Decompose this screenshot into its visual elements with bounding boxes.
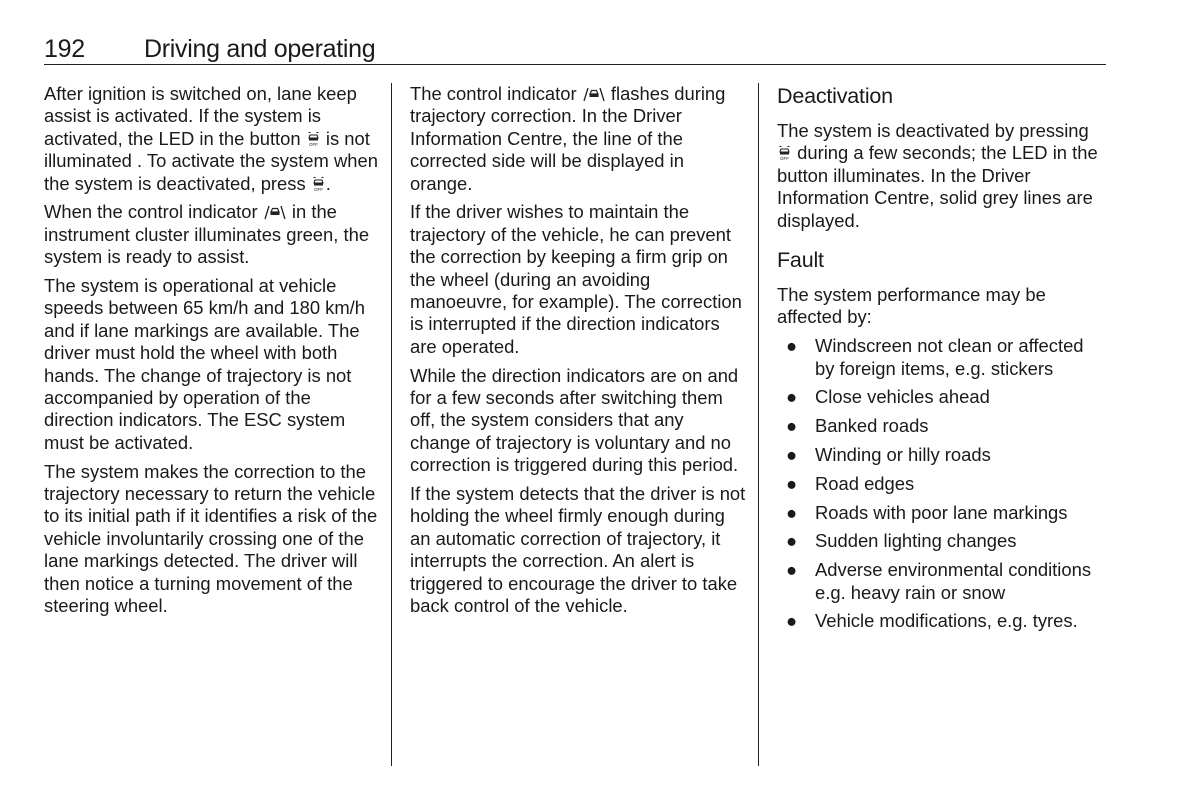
bullet-icon: ● (786, 472, 798, 494)
svg-text:OFF: OFF (308, 141, 318, 147)
page-number: 192 (44, 35, 85, 63)
col2-paragraph-2: If the driver wishes to maintain the trajectory of the vehicle, he can prevent the correction by keeping a firm grip on the wheel (during an avoiding manoeuvre, for example). The correction is interrupted if the direction indicators are operated. (410, 201, 742, 357)
deactivation-heading: Deactivation (777, 84, 893, 108)
bullet-icon: ● (786, 444, 798, 466)
bullet-icon: ● (786, 610, 798, 632)
list-item: ● Road edges (786, 472, 915, 494)
list-item: ● Windscreen not clean or affected by foreign items, e.g. stickers (786, 335, 1084, 379)
bullet-icon: ● (786, 386, 798, 408)
col1-paragraph-3: The system is operational at vehicle speeds between 65 km/h and 180 km/h and if lane markings are available. The driver must hold the wheel with both hands. The change of trajectory is not accompanied by operation of the direction indicators. The ESC system must be activated. (44, 275, 366, 453)
column-3 (777, 83, 1107, 639)
col1-p2-text-b: in the instrument cluster illuminates green, the system is ready to assist. (44, 201, 370, 268)
fault-heading: Fault (777, 248, 824, 273)
bullet-icon: ● (786, 415, 798, 437)
list-item: ● Adverse environmental conditions e.g. heavy rain or snow (786, 559, 1092, 603)
column-divider-1 (391, 83, 392, 766)
col1-p2-text-a: When the control indicator (44, 201, 258, 223)
lane-keep-off-button-icon (312, 176, 325, 192)
col2-p1-text-b: flashes during trajectory correction. In the Driver Information Centre, the line of the corrected side will be displayed in orange. (410, 83, 726, 194)
list-item: ● Banked roads (786, 415, 929, 437)
col1-p1-text-c: . (325, 172, 331, 194)
col1-p1-text-b: is not illuminated . To activate the system when the system is deactivated, press (44, 127, 378, 194)
col2-paragraph-3: While the direction indicators are on and for a few seconds after switching them off, the system considers that any change of trajectory is voluntary and no correction is triggered during this period. (410, 364, 739, 476)
list-item: ● Winding or hilly roads (786, 444, 991, 466)
section-title: Driving and operating (144, 35, 376, 63)
col1-p1-text-a: After ignition is switched on, lane keep assist is activated. If the system is activated, the LED in the button (44, 83, 357, 149)
lane-keep-indicator-icon (583, 86, 605, 102)
list-item: ● Vehicle modifications, e.g. tyres. (786, 610, 1078, 632)
col1-paragraph-1 (44, 83, 380, 195)
col2-p1-text-a: The control indicator (410, 83, 577, 104)
column-1 (44, 83, 380, 624)
svg-text:OFF: OFF (313, 186, 323, 192)
list-item: ● Roads with poor lane markings (786, 501, 1068, 523)
col1-paragraph-4: The system makes the correction to the trajectory necessary to return the vehicle to its initial path if it identifies a risk of the vehicle involuntarily crossing one of the lane markings detected. The driver will then notice a turning movement of the steering wheel. (44, 460, 378, 617)
bullet-icon: ● (786, 501, 798, 523)
col2-paragraph-1 (410, 83, 746, 195)
deactivation-text-b: during a few seconds; the LED in the button illuminates. In the Driver Information Centre, solid grey lines are displayed. (777, 142, 1098, 231)
deactivation-text-a: The system is deactivated by pressing (777, 120, 1089, 141)
page-header (44, 33, 1106, 65)
fault-list (777, 335, 1107, 633)
bullet-icon: ● (786, 335, 798, 357)
bullet-icon: ● (786, 530, 798, 552)
list-item: ● Sudden lighting changes (786, 530, 1017, 552)
column-2 (410, 83, 746, 624)
lane-keep-indicator-icon (264, 204, 286, 220)
col1-paragraph-2 (44, 201, 380, 268)
svg-text:OFF: OFF (780, 156, 789, 162)
lane-keep-off-button-icon (778, 145, 791, 161)
list-item: ● Close vehicles ahead (786, 386, 990, 408)
lane-keep-off-button-icon (307, 131, 320, 147)
fault-intro: The system performance may be affected by: (777, 284, 1046, 328)
deactivation-paragraph (777, 120, 1107, 232)
column-divider-2 (758, 83, 759, 766)
bullet-icon: ● (786, 559, 798, 581)
col2-paragraph-4: If the system detects that the driver is not holding the wheel firmly enough during an automatic correction of trajectory, it interrupts the correction. An alert is triggered to encourage the driver to take back control of the vehicle. (410, 483, 746, 617)
